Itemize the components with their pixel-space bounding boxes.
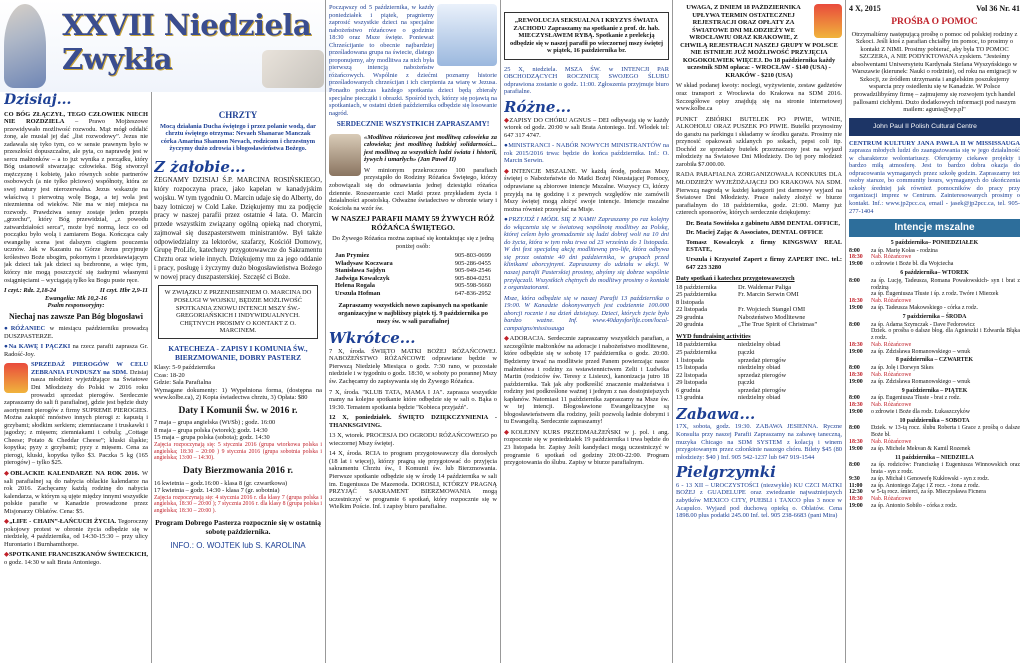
fundraising-row: 13 grudnia niedzielny obiad [676,394,781,402]
psalm-text: Niechaj nas zawsze Pan Bóg błogosławi [9,311,143,321]
catechesis-time: Czas: 18-20 [154,371,185,379]
intention-row [849,278,1020,292]
wyd-registration-notice: UWAGA, Z DNIEM 18 PAŹDZIERNIKA UPŁYWA TERMIN OSTATECZNEJ REJESTRACJI ORAZ OPŁATY ZA ŚWIATOWE DNI MŁODZIEŻY WE WROCŁAWIU ORAZ KRAKOWIE, Z CHWILĄ REJESTRACJI NASZEJ GRUPY W POLSCE NIE ISTNIEJE JUŻ MOŻLIWOŚĆ PRZYJĘCIA KOGOKOLWIEK WIĘCEJ. Do 18 października każdy uczestnik SDM opłaca: - WROCŁAW - $140 (USA) - KRAKÓW - $210 (USA) [680,4,838,79]
meeting-row: 29 grudnia Nabożeństwo Modlitewne [676,313,806,321]
intention-time: 8:00 [849,247,860,254]
confirmation-line: 16 kwietnia – godz.16:00 - klasa 8 (gr. czwartkowa) [154,479,288,487]
fundraising-row: 25 października pączki [676,348,755,356]
meeting-row: 25 października Fr. Marcin Serwin OMI [676,291,799,299]
catechesis-place: Gdzie: Sala Parafialna [154,379,212,387]
mass-intentions-title: Intencje mszalne [849,219,1020,237]
intention-row [849,322,1020,329]
various-item: Msze, która odbędzie się w naszej Parafii 13 października o 19:00. W Kanadzie dokonywanych jest codziennie 100.000 aborcji rocznie i na dzień dzisiejszy. Dzieci, których życie było bardzo ważne. Inf. www.40daysforlife.com/local-campaigns/mississauga [504,294,669,332]
mary-image [4,4,46,88]
rosary-kids-text: Począwszy od 5 października, w każdy poniedziałek i piątek, pragniemy zaprosić wszystkie dzieci na specjalne nabożeństwo różańcowe o godzinie 18:30 oraz Msze święte. Ponieważ Chrześcijanie to obecnie najbardziej prześladowana grupa na świecie, dlatego proponujemy, aby modlitwa za nich była pierwszą intencją nabożeństw różańcowych. Wspólnie z dziećmi poznamy historie prześladowanych chrześcijan i ich cierpienia za wiarę w Jezusa. Ponadto podczas każdego spotkania dzieci będą zbierały specjalne pieczątki i obrazki. Spośród tych, którzy się pojawią na spotkaniach, w ostatni dzień października odbędzie się losowanie nagród. [329,4,497,117]
rosary-quote: «Modlitwa różańcowa jest modlitwą człowieka za człowieka; jest modlitwą ludzkiej solidarności... jest modlitwą za wszystkich ludzi świata i historii, żywych i umarłych» (Jan Paweł II) [364,133,497,164]
living-rosary-intro: Do Żywego Różańca można zapisać się kontaktując się z jedną poniżej osób: [332,235,494,250]
masthead-banner [0,0,332,92]
sdm-logo [4,363,28,393]
intention-text: za śp. Eugeniusza Tłuste - brat z rodz. [871,395,961,402]
help-request-title: PROŚBA O POMOC [891,17,978,28]
intention-text: za śp. Marię Kołas - rodzina [871,247,938,254]
sponsor-list [676,220,842,271]
section-pilgrimages: Pielgrzymki [676,463,776,482]
rosary-figure [329,134,361,176]
intention-row [849,365,1020,372]
bottle-collection-note: PUNKT ZBIÓRKI BUTELEK PO PIWIE, WINIE, ALKOHOLU ORAZ PUSZEK PO PIWIE. Butelki przynosimy do garażu na parkingu i składamy w środku garażu. Prosimy nie przynosić opakowań szklanych po sokach, pepsi coli itp. Dochód ze sprzedaży butelek przeznaczony jest na wyjazd młodzieży na Światowe Dni Młodzieży. Do tej pory młodzież zarobiła $7.000.00. [676,115,842,168]
psalm-label: Psalm responsoryjny: [47,302,105,310]
franciscan-note: ◆ SPOTKANIE FRANCISZKANÓW ŚWIECKICH, o godz. 14:30 w sali Brata Antoniego. [4,551,148,566]
intention-text: o zdrowie i Boże bł. dla Wojciecha [871,261,954,268]
intention-text: Nab. Różańcowe [871,496,912,503]
intention-time: 19:00 [849,348,863,355]
intention-time: 8:00 [849,277,860,284]
rosary-invite: SERDECZNIE WSZYSTKICH ZAPRASZAMY! [336,120,490,129]
column-5 [676,4,842,663]
intention-text: o zdrowie i Boże dla rodz. Łukaszczyków [871,408,970,415]
intention-text: Nab. Różańcowe [871,371,912,378]
party-note: 17X, sobota, godz. 19:30. ZABAWA JESIENNA. Ryczne Konsulta przy naszej Parafii Zapraszamy na zabawę taneczną, muzyka Chicago na SDM SYSTEM z kolacją i winem przygotowanym przez członkinie naszego chóru. Bilety $45 (80 młodzieży: $40 ) Inf. 905 542-1237 lub 647 919-1544 [676,423,842,461]
rosary-image [437,4,497,66]
fundraising-row: 1 listopada sprzedaż pierogów [676,356,787,364]
intention-text: za śp. Jolę i Dorwyn Sikes [871,365,934,372]
column-4 [504,4,669,663]
contact-row: Helena Rogala 905-598-5660 [335,282,491,290]
section-soon: Wkrótce... [329,329,416,348]
intention-row [849,248,1020,255]
intention-text: w 5-tą rocz. śmierci, za śp. Mieczysława Ficnera [871,489,986,496]
intention-time: 18:30 [849,298,863,305]
sponsor-item: Dr. Maciej Zając & Associates, DENTAL OFFICE [686,229,824,237]
pierogi-note: SPRZEDAŻ PIEROGÓW W CELU ZEBRANIA FUNDUSZY na SDM. Dzisiaj nasza młodzież wyjeżdżające na Światowe Dni Młodzieży do Polski w 2016 roku prowadzi sprzedaż pierogów. Serdecznie zapraszamy do sali fi parafialnej, gdzie jest będzie duży asortyment pierogów z firmy SUPREME PIEROGIES. Można zakupić mnóstwo innych pierogi z: kapustą i grzybami; słodkim serkiem; ziemniaczane i truskawki i jagodzy; z mięsem; ziemniakami i cebulą; „Cottage Cheese; Potato & Cheddar Cheese”; kluski śląskie; kopytka; pyzy z grzybami; pyzy z mięsem. Cena za pierogi, kluski, kopytka tylko $3. Paczka 5 kg (165 pierogów) – tylko $25. [4,361,148,467]
intention-time: 18:30 [849,254,863,261]
intention-row [849,425,1020,439]
intention-time: 19:00 [849,408,863,415]
intention-row [849,503,1020,510]
intention-text: za śp. Lucję, Tadeusza, Romana Powałowskich- syn i brat z rodziną [871,277,1020,291]
intention-row [849,489,1020,496]
pilgrimage-note: 6 - 13 XII – UROCZYSTOŚCI (niezwykłe) KU CZCI MATKI BOŻEJ z GUADELUPE oraz zwiedzanie najważniejszych zabytków MEXICO CITY, PUEBLI i TAXCO plus 3 noce w Acapulco. Wyjazd pod duchową opieką o. Oblatów. Cena 1898.00 plus podatki 245.00 Inf. tel. 905 238-6683 (pani Mira) [676,481,842,520]
intention-time: 8:00 [849,365,860,372]
anniversary-mass-note: 25 X, niedziela. MSZA ŚW. w INTENCJI PAR OBCHODZĄCYCH ROCZNICĘ SWOJEGO ŚLUBU odprawiona zostanie o godz. 11:00. Zgłoszenia przyjmuje biuro parafialne. [504,65,669,96]
meeting-row: 8 listopada [676,298,704,306]
gospel-ref: Ewangelia: Mk 10,2-16 [45,294,107,302]
living-rosary-meeting: Zapraszamy wszystkich nowo zapisanych na spotkanie organizacyjne w najbliższy piątek tj. 9 października po mszy św. w sali parafialnej [338,302,488,325]
intention-text: za śp. rodziców: Franciszkę i Eugeniusza Winnowskich oraz brata - syn z rodz. [871,462,1020,476]
intention-text: za śp. Michele Mekvan & Kamil Rozenek [871,445,971,452]
intention-day-heading: 8 października – CZWARTEK [895,357,974,364]
soon-item: 12 X, poniedziałek. ŚWIĘTO DZIĘKCZYNIENIA - THANKSGIVING. [329,414,497,429]
column-3 [329,4,497,663]
intention-time: 18:30 [849,341,863,348]
intention-row [849,483,1020,490]
intention-time: 19:00 [849,503,863,510]
meeting-row: 22 listopada Fr. Wojciech Stangel OMI [676,306,806,314]
intention-time: 18:30 [849,402,863,409]
lecture-box: „REWOLUCJA SEKSUALNA I KRYZYS ŚWIATA ZACHODU Zapraszamy na spotkanie z prof. dr. hab. MIECZYSŁAWEM RYBĄ. Spotkanie z prelekcją odbędzie się w naszej parafii po wieczornej mszy świętej w piątek, 16 października br. [504,12,669,60]
readings: I czyt.: Rdz. 2,18-24 II czyt. Hbr 2,9-11 [4,287,148,295]
intention-row [849,462,1020,476]
intention-time: 18:30 [849,496,863,503]
intention-row [849,446,1020,453]
sponsor-item: Dr. Beata Sowińska z gabinetu ABM DENTAL OFFICE, [686,219,840,227]
intention-day-heading: 6 października– WTOREK [900,270,969,277]
intention-row [849,328,1020,342]
intention-day-heading: 9 października – PIĄTEK [901,387,968,394]
jp2-centre-banner [849,118,1020,136]
intention-time: 19:00 [849,378,863,385]
intention-text: Nab. Różańcowe [871,341,912,348]
meetings-title: Daty spotkań i katechez przygotowawczych [676,275,795,283]
sponsor-item: Urszula i Krzysztof Zapert z firmy ZAPERT INC. tel.: 647 223 3280 [686,255,842,271]
fundraising-row: 6 grudnia sprzedaż pierogów [676,386,787,394]
intention-text: Nab. Różańcowe [871,298,912,305]
section-party: Zabawa... [676,404,756,423]
lifechain-note: ◆ „LIFE - CHAIN”-ŁAŃCUCH ŻYCIA. Tegoroczny pokojowy protest w obronie życia odbędzie się w niedzielę, 4 października, od 14:30-15:30 – przy ulicy Hurontario i Burnhamthorpe. [4,518,148,548]
catechesis-documents: Wymagane dokumenty: 1) Wypełniona forma, (dostępna na www.kolbe.ca), 2) Kopia świadectwa chrztu, 3) Opłata: $80 [154,386,322,402]
living-rosary-title: W NASZEJ PARAFII MAMY 59 ŻYWYCH RÓŻ RÓŻAŃCA ŚWIĘTEGO. [331,214,495,233]
communion-note: Zajęcia rozpoczynają się: 5 stycznia 2016 (grupa wtorkowa polska i angielska; 18:30 – 20:00 ) 9 stycznia 2016 (grupa sobotnia polska i angielska; 13:00 – 14:30). [154,441,322,462]
intention-time: 19:00 [849,261,863,268]
soon-item: 14 X, środa. RCIA to program przygotowawczy dla dorosłych (18 lat i więcej), którzy pragną się przygotować do przyjęcia sakramentu Chrztu św., I Komunii św. lub Bierzmowania. Pierwsze spotkanie odbędzie się w środę 14 października w sali im. Eugeniusza De Mazenoda. DOROSLI, KTÓRZY PRAGNĄ PRZYJĄĆ SAKRAMENT BIERZMOWANIA mogą uczestniczyć w programie 6 spotkań, który rozpocznie się w Wielkim Poście. Inf. i zapisy biuro parafialne. [329,450,497,511]
intention-text: Dziek. w 13-tą rocz. ślubu Roberta i Grace z prośbą o dalsze Boże bł. [871,425,1020,439]
intention-time: 19:00 [849,304,863,311]
various-item: ◆ ADORACJA. Serdecznie zapraszamy wszystkich parafian, a szczególnie małżonków na adoracje i nabożeństwo modlitewne, które odbędzie się w sobotę 17 października o godz. 20:00. Będziemy trwać na modlitwie przed Panem powierzając nasze małżeństwa i rodziny za wstawiennictwem Zelii i Ludwika Martin (rodziców św. Teresy z Lisieux), kanonizacja jutro 18 października. Tak jak aby podkreślić znaczenie małżeństwa i rodziny jest podkreślone ważnej i jednym z nas dostojniejszych kapłanów. Natomiast 11 października zapraszamy na Msze św. w tej intencji. Błogosławione Ewangelizacyjne są błogosławieństwem dla rodziny, jeśli pozwolą ładnie dobrymi i tu Ewangelią. Serdecznie zapraszamy! [504,335,669,426]
fundraising-row: 18 października niedzielny obiad [676,341,781,349]
intention-row [849,476,1020,483]
mass-intentions-list [849,240,1020,510]
baptism-title: CHRZTY [218,110,258,120]
family-image [262,50,324,88]
soon-item: 13 X, wtorek. PROCESJA DO OGRODU RÓŻAŃCOWEGO po wieczornej Mszy świętej. [329,432,497,447]
issue-header: 4 X, 2015 Vol 36 Nr. 41 [849,4,1020,13]
intention-day-heading: 5 października– PONIEDZIAŁEK [890,239,979,246]
info-contact: INFO.: O. WOJTEK lub S. KAROLINA [170,540,306,550]
meetings-table [676,284,842,329]
meeting-row: 20 grudnia „The True Spirit of Christmas” [676,321,818,329]
contact-row: Urszula Hofman 647-836-2952 [335,289,491,297]
intention-row [849,254,1020,261]
intention-text: za śp. Zdzisława Romanowskiego – wnuk [871,378,971,385]
intention-time: 19:00 [849,445,863,452]
jp2-centre-name: John Paul II Polish Cultural Centre [873,122,977,130]
intention-text: za śp. Zdzisława Romanowskiego – wnuk [871,348,971,355]
various-item: ● PRZYJDŹ I MÓDL SIĘ Z NAMI! Zapraszamy po raz kolejny do włączenia się w światową wspólnotę modlitwy za Polskę, której celem było gromadzenie się ludzi dobrej woli na 10 dni do życia, która w tym roku trwa od 23 września do 1 listopada. W dni fest specjalną akcję modlitewną pro-life, która odbywa się przez ostatnie 40 dni października, w grupach przed klinikami aborcyjnymi. Zapraszamy do udziału w akcji. W naszej parafii Pasterskiej prosimy, abyśmy się dobrze wspólnie przyłączali. Wszystkich chętnych do modlitwy prosimy o kontakt z organizatorami. [504,216,669,291]
help-request-text: Otrzymaliśmy następującą prośbę o pomoc od polskiej rodziny z Szkoci. Jeśli ktoś z parafian chciałby im pomoc, to prosimy o kontakt Z NIMI. Prosimy pobierać, aby była TO POMOC SZCZERA, A NIE PODYKTOWANA zyskiem. "Jesteśmy absolwentami Uniwersytetu Kardynała Stefana Wyszyńskiego w Warszawie (kierunek: Nauki o rodzinie), od roku na emigracji w Szkocji, ze źródłem utrzymania i angielskim poszukujemy wsparcia przy osiedleniu się w Kanadzie. W Polsce prowadzilibyśmy firmę – zajmujemy się rozwojem tych handel pallosami cichłymi. Dużo dodatkowych informacji pod naszym mailem: agunia@wp.pl" [851,30,1018,114]
intention-time: 18:30 [849,371,863,378]
intention-row [849,291,1020,298]
confirmation-line: 17 kwietnia – godz. 14:30 - klasa 7 (gr. sobotnia) [154,487,280,495]
wyd-logo [814,4,842,38]
intention-row [849,402,1020,409]
fundraising-row: 29 listopada pączki [676,379,755,387]
intention-text: za śp. Eugeniusza Tłuste i śp. z rodz. Twóre i Mierzek [871,291,999,298]
intention-row [849,496,1020,503]
intention-text: Nab. Różańcowe [871,254,912,261]
gospel-lead: CO BÓG ZŁĄCZYŁ, TEGO CZŁOWIEK NIECH NIE ROZDZIELA – Prawo Mojżeszowe przewidywało możliwość rozwodu. Mąż mógł oddalić żonę, ale musiał jej dać „list rozwodowy”. Jezus nie zadawala się tyko tym, co w sensie prawnym było w przeszłości dopuszczalne, ale pyta, co naprawdę jest w sercu małżonków – a to już wynika z porządku, który Bóg ustanowił stwarzając człowieka. Bóg stworzył mężczyznę i kobietę, jako równych sobie partnerów osobowych (a nie tylko płciowo) współnoty, która ze swej natury jest nierozerwalna. Jezus wskazuje na właściwą i pierwotną wolę Boga, a tej wola jest niezmienna od wieków. Nie ma w niej miejsca na rozwody. Prawdziwa sensy zostaje jeden przepis „grzechu”, który Bóg przewidział, „z powodu zatwardziałości serca”, może być normą, lecz co od początku było wolą i zamiarem Boga. Kończąca cały ewangelię scena jest dalszym ciągiem pouczenia ucznów. Jak w Kazaniu na Górze Jezus przyjmuje królestwo Boże ubogim, pokornym i przedstawiającym jak dzieci tak jak dzieci są bezbronne, a więc tym, którzy nie mogą poszczycić się żadnymi własnymi osiągnięciami – wyciągają tylko ku Bogu puste ręce. [4,110,148,284]
confirmation-title: Daty Bierzmowania 2016 r. [183,466,293,477]
intention-text: za śp. Antonio Sobiło - córka z rodz. [871,503,958,510]
column-6 [849,4,1020,663]
intention-time: 8:00 [849,395,860,402]
intention-row [849,379,1020,386]
baptism-text: Mocą działania Ducha świętego i przez polanie wodą, dar chrztu świętego otrzyma: Nevaeh Shanarae Manczak córka Amarina Shannon Nevach, rodzicom i chrzestnym życzymy dużo zdrowia i błogosławieństwa Bożego. [159,122,317,153]
various-item: ◆ KOLEJNY KURS PRZEDMAŁŻEŃSKI w j. pol. i ang. rozpocznie się w poniedziałek 19 października i trwa będzie do 23 listopada br. Zapisy Jeśli kandydaci mogą uczestniczyć w programie 6 spotkań od godziny 20:00-22:00. Program przygotowania do ślubu. Zapisy w biurze parafialnym. [504,429,669,467]
various-item: ◆ ZAPISY DO CHÓRU AGNUS – DEI odbywają się w każdy wtorek od godz. 20:00 w sali Brata Antoniego. Inf. Wlodek tel: 647 317 4747. [504,117,669,140]
rosary-note: ● RÓŻANIEC w miesiącu październiku prowadzą DUSZPASTERZE. [4,325,148,340]
intention-day-heading: 7 października – ŚRODA [902,313,967,320]
coffee-note: ● Na KAWĘ I PĄCZKI na rzecz parafii zaprasza Gr. Radość-Joy. [4,343,148,358]
intention-row [849,298,1020,305]
various-item: ◆ INTENCJE MSZALNE. W każdą środę, podczas Mszy świętej o Nabożeństwie do Matki Bożej Nieustającej Pomocy, odprawiane są zbiorowe intencje Mszalne. Wszyscy Ci, którzy przyjdą na tę godzinę i z pewnych względów nie zamówili Mszy świętej mogą złożyć swoje intencje. Intencje mszalne można również przesyłać na Misje. [504,168,669,213]
contact-row: Władysaw Koczwara 905-286-0455 [335,259,491,267]
intention-day-heading: 10 października – SOBOTA [899,417,970,424]
intention-text: Nab. Różańcowe [871,439,912,446]
intention-time: 11:00 [849,482,863,489]
farewell-text: ŻEGNAMY DZISIAJ Ś.P. MARCINA ROSIŃSKIEGO, który rozpoczyna prace, jako kapelan w kanadyjskim wojsku. W tym tygodniu O. Marcin udaje się do Alberty, do bazy lotniczej w Cold Lake. Dziękujemy mu za podjęcie pracy w naszej parafii przez ostatnie 4 lata. O. Marcin przede wszystkim związany ogólną opieką nad chorymi, zajmował się duszpasterstwem ministrantów. Był także odpowiedzialny za lektorów, szafarzy, Kościół Domowy, Grupę ProLife, katechezy przygotowawcze do Sakramentu Chrztu oraz wiele innych. Dziękujemy mu za jego oddanie i pracy, posługę i życzymy dużo błogosławieństwa Bożego w nowej pracy duszpasterskiej. Szczęść ci Boże. [154,176,322,281]
intention-time [849,328,871,342]
contact-box: W ZWIĄZKU Z PRZENIESIENIEM O. MARCINA DO POSŁUGI W WOJSKU, BĘDZIE MOŻLIWOŚĆ SPOTKANIA ZNOWU INTENCJI MSZY ŚW.- GREGORIAŃSKICH I INDYWIDUALNYCH. CHĘTNYCH PROSIMY O KONTAKT Z O. MARCINEM. [158,285,318,338]
calendar-note: ◆ OBLACKIE KALENDARZE NA ROK 2016. W sali parafialnej są do nabycia oblackie kalendarze na rok 2016. Zachęcamy każdą rodzinę do nabycia kalendarza, w którym są ujęte między innymi wszystkie polskie parafie w Kanadzie prowadzone przez Misjonarzy Oblatów. Cena: $5. [4,470,148,515]
section-various: Różne... [504,97,572,116]
contact-row: Stanisława Sajdyn 905-949-2546 [335,267,491,275]
fundraising-title: WYD fundraising activities [676,332,751,340]
catechesis-classes: Klasy: 5-9 października [154,364,216,372]
communion-title: Daty I Komunii Św. w 2016 r. [178,405,298,416]
intention-row [849,342,1020,349]
intention-row [849,261,1020,268]
column-2 [154,92,322,663]
fundraising-row: 22 listopada sprzedaż pierogów [676,371,787,379]
confirmation-note: Zajęcia rozpoczynają się: 4 stycznia 2016 r. dla klasy 7 (grupa polska i angielska, 18:30 – 20:00 ); 7 stycznia 2016 r. dla klasy 8 (grupa polska i angielska; 18:30 – 20:00 ). [154,494,322,515]
intention-time: 8:00 [849,321,860,328]
intention-day-heading: 11 października – NIEDZIELA [895,454,974,461]
intention-text: za śp. Antoniego Zając i Z rocz. - żona z rodz. [871,482,980,489]
intention-time: 12:30 [849,489,863,496]
communion-line: 7 maja – grupa angielska (Wt/Sb) ; godz. 16:00 [154,419,276,427]
wyd-registration-details: W skład podanej kwoty: noclegi, wyżywienie, zestaw gadżetów oraz transport z Wrocławia do Krakowa na SDM 2016. Szczegółowe opisy znajdują się na stronie internetowej www.kolbe.ca [676,82,842,113]
contact-row: Jan Prymiez 905-803-0699 [335,252,491,260]
masthead-title: XXVII Niedziela Zwykła [62,8,312,77]
intention-text: za śp. Adama Szymczak - Dave Fedorowicz [871,321,975,328]
intention-row [849,349,1020,356]
section-mourning: Z żałobie... [154,157,246,176]
soon-item: 7 X, środa. "KLUB TATA, MAMA I JA". zaprasza wszystkie mamy na kolejne spotkanie które odbędzie się w sali o. Bąka o 19:30. Tematem spotkania będzie "Kobieca przyjaźń". [329,388,497,411]
meeting-row: 18 października Dr. Waldemar Paliga [676,283,792,291]
contest-note: RADA PARAFIALNA ZORGANIZOWAŁA KONKURS DLA MŁODZIEŻY WYJEŻDŻAJĄCEJ DO KRAKOWA NA SDM. Pierwszą nagrodą w każdej kategorii jest darmowy wyjazd na Światowe Dni Młodzieży. Prace należy złożyć w biurze parafialnym do 18 października, godz. 21:00. Mamy już czterech sponsorów, których serdecznie dziękujemy: [676,171,842,217]
communion-line: 15 maja – grupa polska (sobota); godz. 14:30 [154,434,270,442]
intention-time: 8:00 [849,425,860,432]
intention-row [849,409,1020,416]
cultural-centre-note: CENTRUM KULTURY JANA PAWŁA II W MISSISSAUGA zaprasza młodych ludzi do zaangażowania się w jego działalność w charakterze wolontariuszy. Oferujemy ciekawe projekty i bardzo miłą atmosferę. Jest to bardzo dobra okazja do odpracowania wymaganych przez szkołę godzin. Zapraszamy też osoby starsze, bo community hours, wymaganych do ukończenia szkoły średniej jak również pomocników do pracy przy organizacji imprez w Centrum. Zainteresowanych prosimy o kontakt. Inf.: www.jp2pcc.ca, email - jasek@jp2pcc.ca, tel. 905-277-1404 [849,139,1020,215]
various-item: ● MINISTRANCI - NABÓR NOWYCH MINISTRANTÓW na rok 2015/2016 trwa: będzie do końca października. Inf.: O. Marcin Serwin. [504,142,669,165]
intention-text: za śp. Michał i Genowefę Kukłowski - syn z rodz. [871,475,990,482]
intention-row [849,395,1020,402]
intention-time [849,291,871,298]
section-today: Dzisiaj... [4,92,72,108]
intention-text: za śp. Tadeusza Makowskiego - córka z rodz. [871,304,978,311]
intention-row [849,305,1020,312]
fundraising-table [676,341,842,401]
intention-row [849,439,1020,446]
intention-time: 8:00 [849,462,860,469]
soon-item: 7 X, środa. ŚWIĘTO MATKI BOŻEJ RÓŻAŃCOWEJ. NABOŻEŃSTWO RÓŻAŃCOWE odprawiane będzie w Pierwszą Niedzielę Miesiąca o godz. 7:30 rano, w pozostałe niedziele i w tygodniu o godz. 18:30, w soboty po porannej Mszy św. Zachęcamy do zapisywania się do Żywego Różańca. [329,347,497,385]
sponsor-item: Tomasz Kowalczyk z firmy KINGSWAY REAL ESTATE, [686,238,842,254]
intention-time: 9:30 [849,475,860,482]
contact-row: Jadwiga Kowalczyk 905-804-0251 [335,274,491,282]
column-1 [4,92,148,663]
good-shepherd-note: Program Dobrego Pasterza rozpocznie się w ostatnią sobotę października. [155,518,321,536]
intention-text: Dziek. o prośba o dalsze błog. dla Agnieszki i Edwarda Błąka z rodz. [871,328,1020,342]
rosary-body: W minionym przekroczono 100 parafiach przystąpiło do Rodziny Różańca Świętego, którzy zobowiązali się do odmawiania jednej dziesiątki różańca dziennie. Rozszerzanie czci Matki przez przykładem życia i działalności apostolską. Odważne świadectwo w obronie wiary i Kościoła na wzór św. [329,166,497,212]
intention-text: Nab. Różańcowe [871,402,912,409]
catechesis-title: KATECHEZA - ZAPISY I KOMUNIA ŚW., BIERZMOWANIE, DOBRY PASTERZ [168,343,308,362]
intention-row [849,372,1020,379]
contacts-list [329,252,497,297]
communion-line: 8 maja – grupa polska (wtorek); godz. 14:30 [154,426,268,434]
intention-time: 18:30 [849,439,863,446]
fundraising-row: 15 listopada niedzielny obiad [676,364,781,372]
